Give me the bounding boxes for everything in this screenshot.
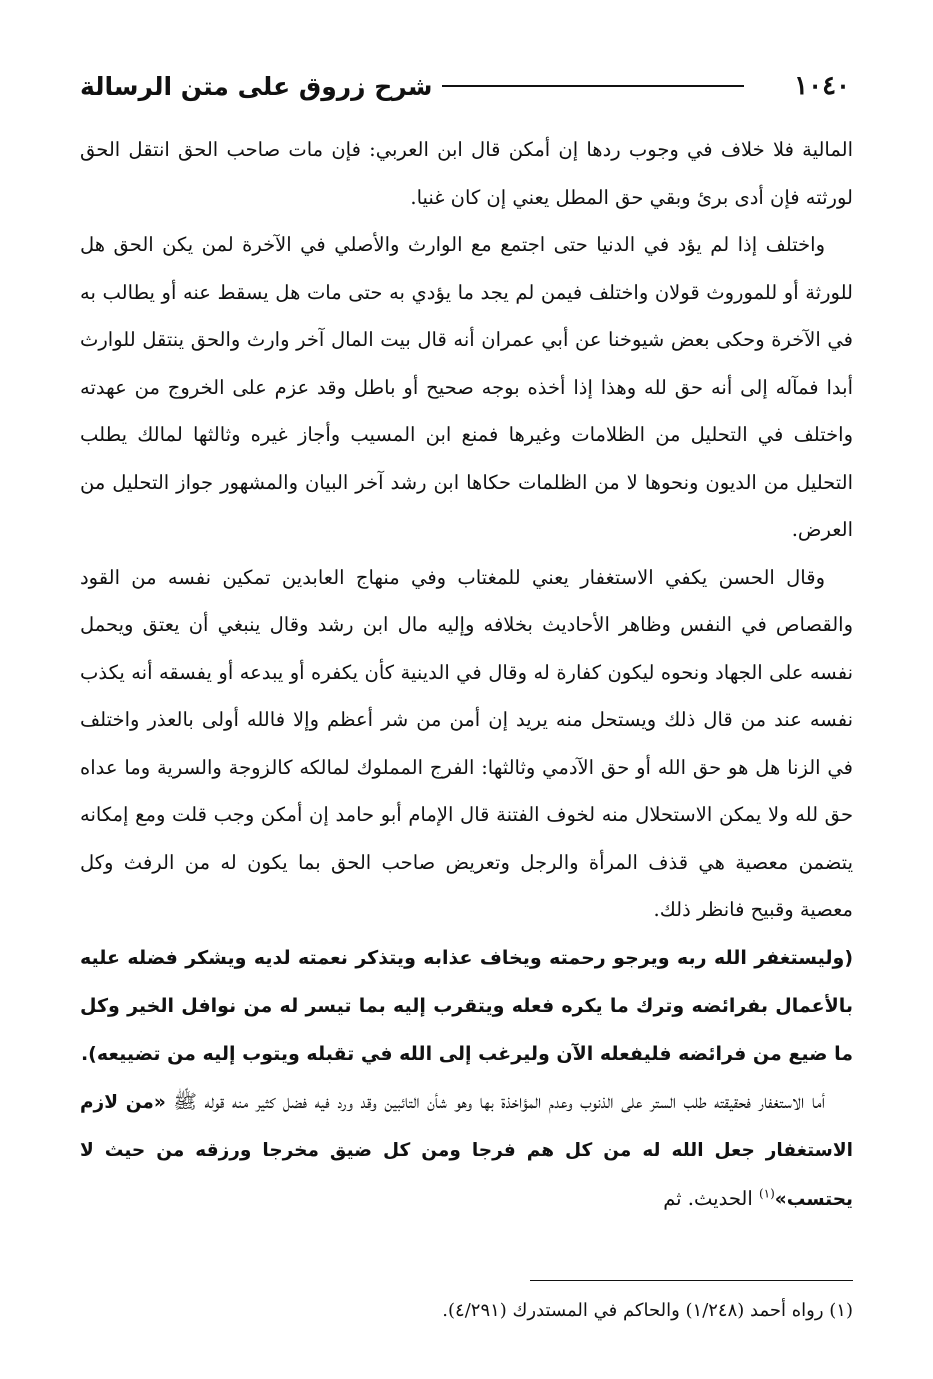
paragraph-1: المالية فلا خلاف في وجوب ردها إن أمكن قال ابن العربي: فإن مات صاحب الحق انتقل الحق لورثته فإن أدى برئ وبقي حق المطل يعني إن كان غنيا. <box>80 138 853 209</box>
header-rule <box>442 85 744 87</box>
paragraph-3: وقال الحسن يكفي الاستغفار يعني للمغتاب وفي منهاج العابدين تمكين نفسه من القود والقصاص في النفس وظاهر الأحاديث بخلافه وإليه مال ابن رشد وقال ينبغي أن يعتق ويحمل نفسه على الجهاد ونحوه ليكون كفارة له وقال في الدينية كأن يكفره أو يبدعه أو يفسقه أنه يكذب نفسه عند من قال ذلك ويستحل منه يريد إن أمن من شر أعظم وإلا فالله أولى بالعذر واختلف في الزنا هل هو حق الله أو حق الآدمي وثالثها: الفرج المملوك لمالكه كالزوجة والسرية وما عداه حق لله ولا يمكن الاستحلال منه لخوف الفتنة قال الإمام أبو حامد إن أمكن وجب قلت ومع إمكانه يتضمن معصية هي قذف المرأة والرجل وتعريض صاحب الحق بما يكون له من الرفث وكل معصية وقبيح فانظر ذلك. <box>80 565 853 921</box>
footnote-rule <box>530 1280 853 1281</box>
hadith-quote: «من لازم الاستغفار جعل الله له من كل هم فرجا ومن كل ضيق مخرجا ورزقه من حيث لا يحتسب» <box>80 1091 853 1210</box>
paragraph-2: واختلف إذا لم يؤد في الدنيا حتى اجتمع مع الوارث والأصلي في الآخرة لمن يكن الحق هل للورثة أو للموروث قولان واختلف فيمن لم يجد ما يؤدي به حتى مات هل يسقط عنه أو يطالب به في الآخرة وحكى بعض شيوخنا عن أبي عمران أنه قال بيت المال آخر وارث والحق ينتقل للوارث أبدا فمآله إلى أنه حق لله وهذا إذا أخذه بوجه صحيح أو باطل وقد عزم على الخروج من عهدته واختلف في التحليل من الظلامات وغيرها فمنع ابن المسيب وأجاز غيره وثالثها لمالك يطلب التحليل من الديون ونحوها لا من الظلمات حكاها ابن رشد آخر البيان والمشهور جواز التحليل من العرض. <box>80 233 853 541</box>
page-number: ١٠٤٠ <box>794 71 850 101</box>
footnote: (١) رواه أحمد (١/٢٤٨) والحاكم في المستدرك (٤/٢٩١). <box>442 1300 853 1321</box>
matn-quote: (وليستغفر الله ربه ويرجو رحمته ويخاف عذابه ويتذكر نعمته لديه ويشكر فضله عليه بالأعمال بفرائضه وترك ما يكره فعله ويتقرب إليه بما تيسر له من نوافل الخير وكل ما ضيع من فرائضه فليفعله الآن وليرغب إلى الله في تقبله ويتوب إليه من تضييعه). <box>80 946 853 1065</box>
paragraph-5 <box>80 1078 853 1224</box>
running-title: شرح زروق على متن الرسالة <box>80 71 433 101</box>
paragraph-5-start: أما الاستغفار فحقيقته طلب الستر على الذنوب وعدم المؤاخذة بها وهو شأن التائبين وقد ورد فيه فضل كثير منه قوله ﷺ <box>165 1089 825 1113</box>
paragraph-5-end: الحديث. ثم <box>663 1186 759 1210</box>
body-text <box>80 126 853 1223</box>
page-header <box>80 66 850 106</box>
footnote-marker: (١) <box>758 1186 775 1200</box>
